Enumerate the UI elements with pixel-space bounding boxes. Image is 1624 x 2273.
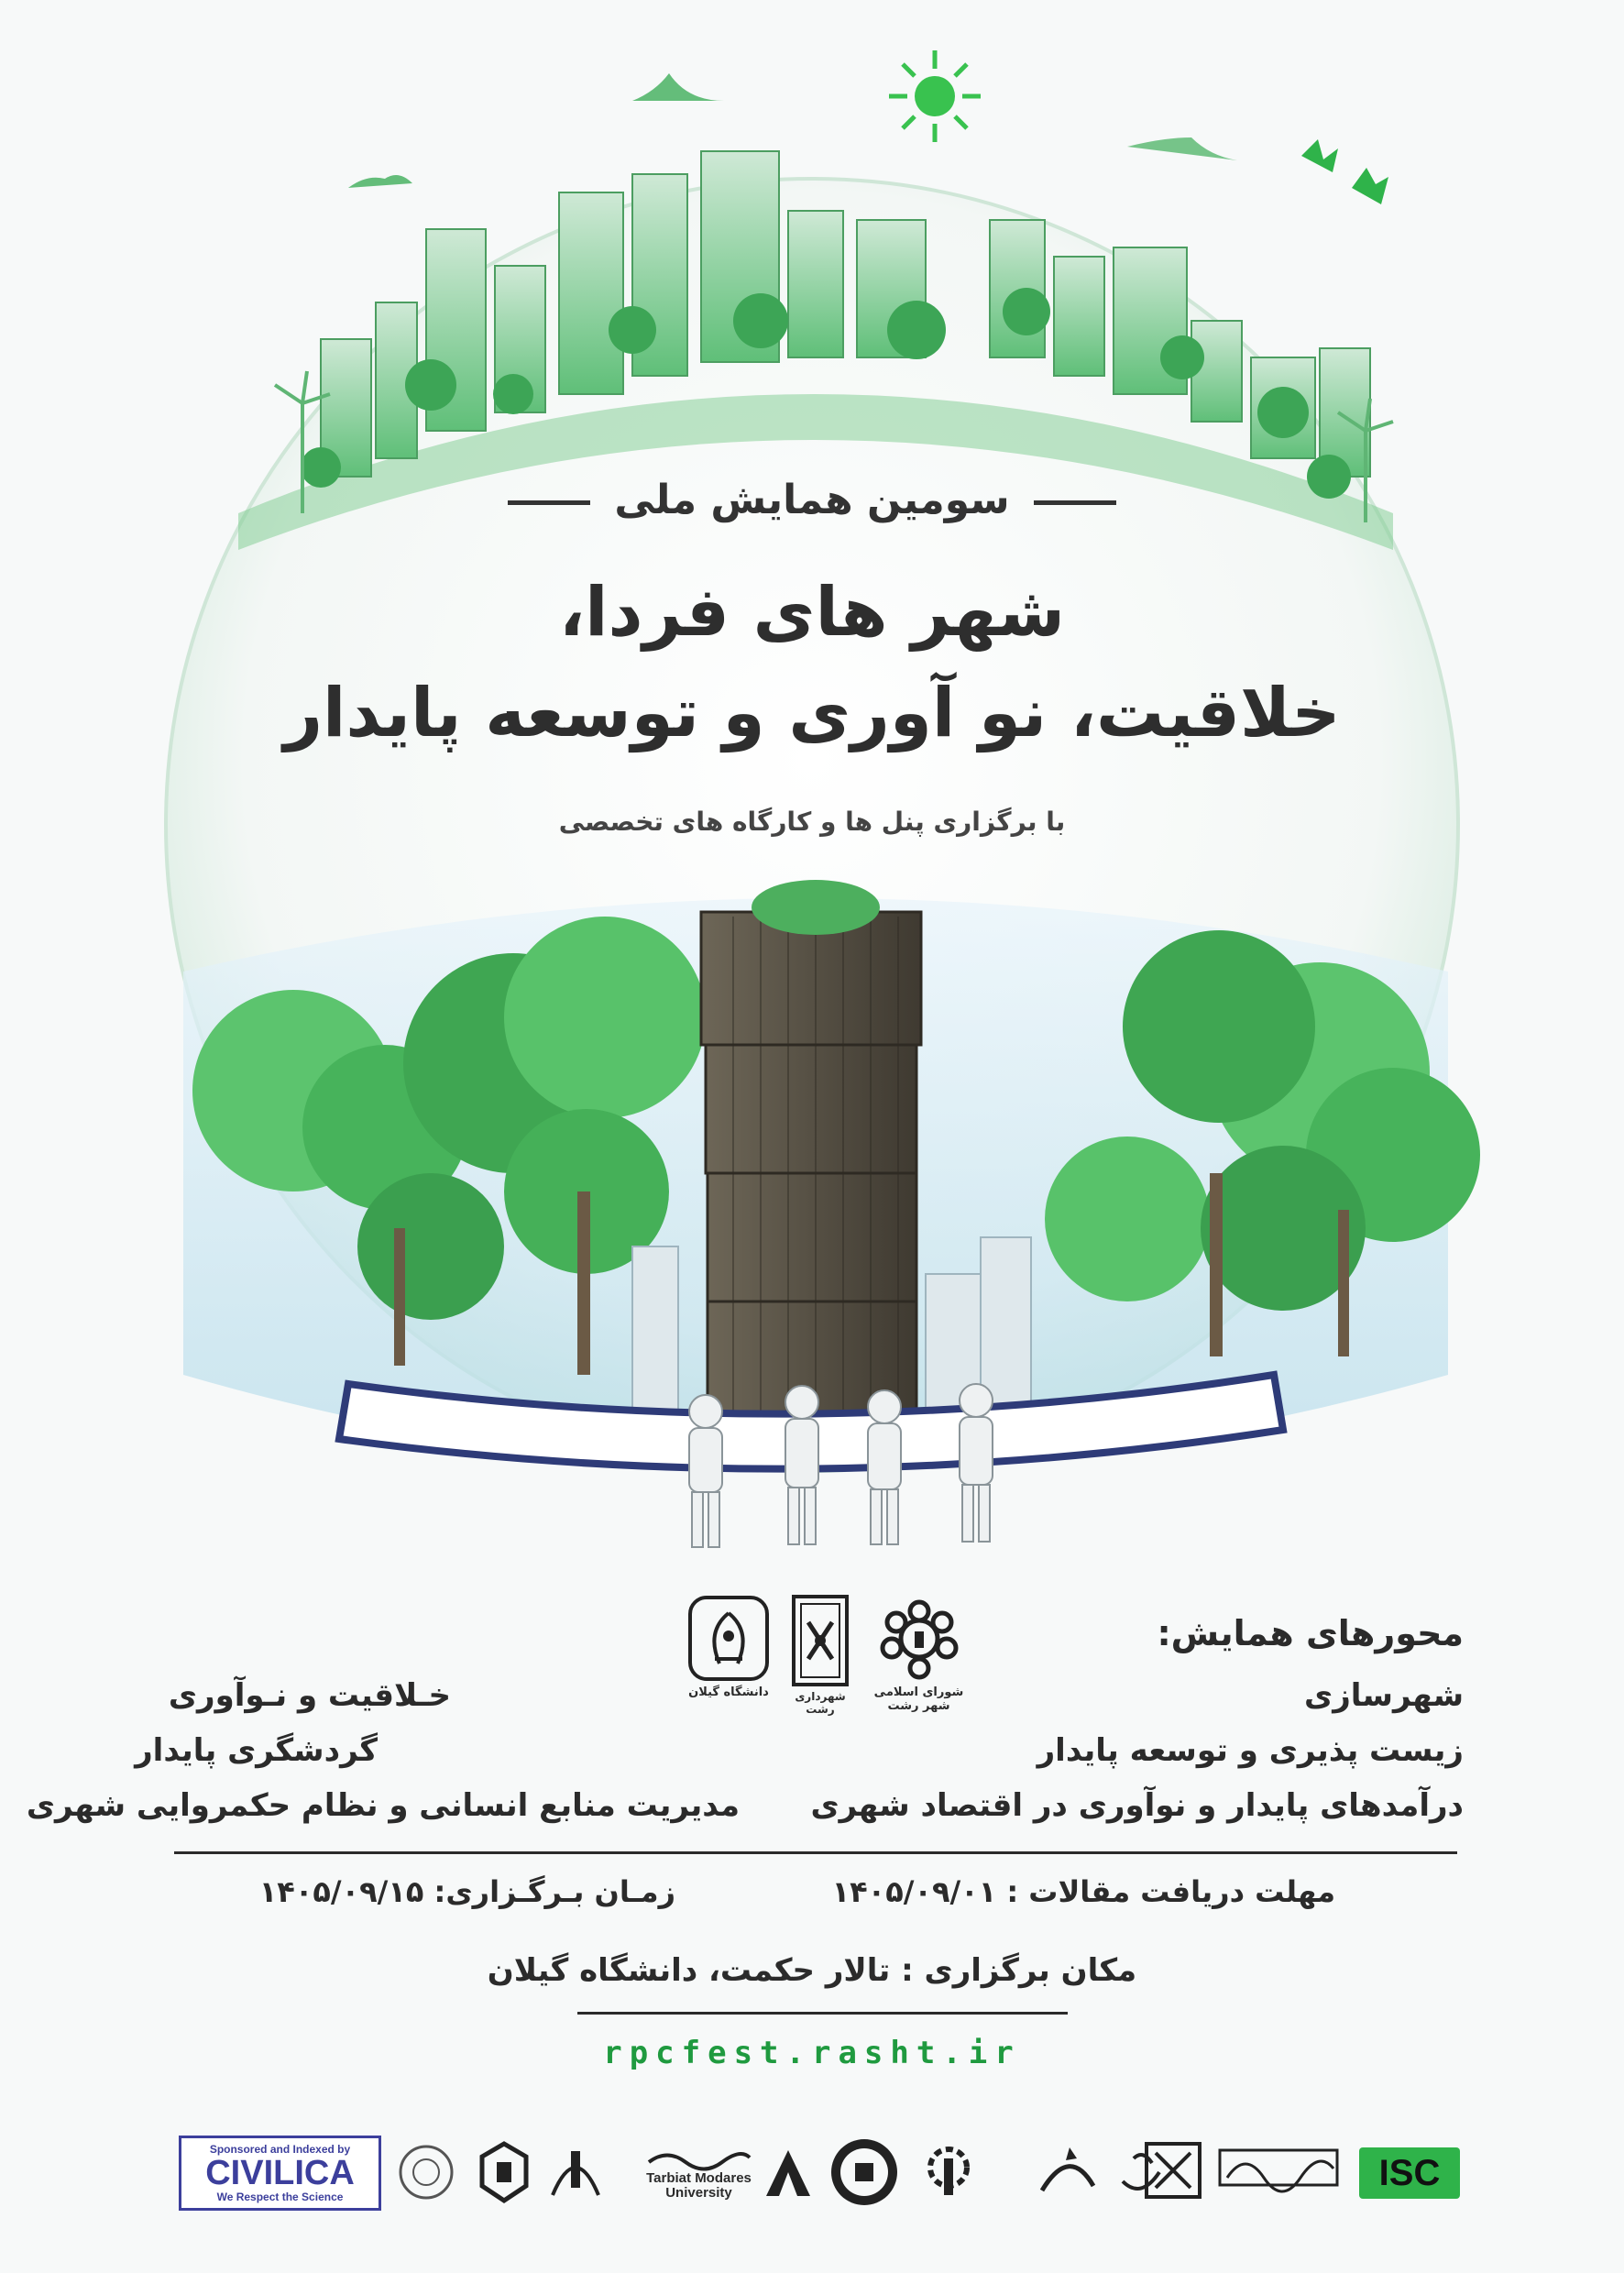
axis-item: گردشگری پایدار [135, 1732, 378, 1769]
university-of-guilan-text: دانشگاه گیلان [688, 1686, 769, 1699]
tarbiat-modares-logo [632, 2136, 765, 2209]
deadline-value: ۱۴۰۵/۰۹/۰۱ [831, 1874, 997, 1909]
sponsor-mountain-logo-icon [761, 2136, 816, 2209]
event-date-value: ۱۴۰۵/۰۹/۱۵ [258, 1874, 424, 1909]
kicker-rule [1034, 500, 1116, 505]
city-council-text: شورای اسلامی شهر رشت [873, 1686, 964, 1713]
butterfly-icon [1301, 139, 1338, 172]
organizer-logos [683, 1595, 976, 1714]
venue: مکان برگزاری : تالار حکمت، دانشگاه گیلان [487, 1952, 1137, 1989]
axis-item: مدیریت منابع انسانی و نظام حکمروایی شهری [26, 1787, 740, 1824]
subtitle: با برگزاری پنل ها و کارگاه های تخصصی [558, 807, 1066, 837]
city-council-emblem-icon [869, 1595, 970, 1682]
university-of-guilan-logo [683, 1595, 774, 1714]
sponsor-seal-icon [394, 2136, 458, 2209]
divider [174, 1851, 1457, 1854]
civilica-logo [179, 2136, 381, 2211]
axis-item: خـلاقیت و نـوآوری [168, 1677, 451, 1714]
rasht-municipality-emblem-icon [792, 1595, 849, 1686]
sponsor-square-seal-icon [1141, 2136, 1205, 2209]
axes-heading: محورهای همایش: [1157, 1613, 1464, 1653]
sun-icon [889, 50, 981, 142]
axis-item: زیست پذیری و توسعه پایدار [1037, 1732, 1464, 1769]
university-of-guilan-emblem-icon [687, 1595, 770, 1682]
event-date-label: زمـان بـرگـزاری: [433, 1874, 675, 1909]
civilica-name: CIVILICA [205, 2154, 355, 2192]
allameh-university-logo-icon [472, 2136, 536, 2209]
title-line-2: خلاقیت، نو آوری و توسعه پایدار [283, 674, 1341, 752]
event-date [259, 1874, 675, 1909]
kicker-rule [508, 500, 590, 505]
civilica-sponsored-text: Sponsored and Indexed by [209, 2143, 351, 2156]
axis-item: شهرسازی [1304, 1677, 1464, 1714]
title-line-1: شهر های فردا، [558, 573, 1066, 652]
container-tower [701, 880, 921, 1430]
axis-item: درآمدهای پایدار و نوآوری در اقتصاد شهری [810, 1787, 1464, 1824]
deadline-label: مهلت دریافت مقالات : [1006, 1874, 1335, 1909]
sponsor-university-logo-icon [541, 2136, 609, 2209]
rasht-municipality-logo [784, 1595, 857, 1714]
science-tech-university-logo-icon [916, 2136, 981, 2209]
sponsor-round-seal-icon [825, 2136, 903, 2209]
kicker-text: سومین همایش ملی [614, 477, 1010, 523]
rasht-city-council-logo [861, 1595, 976, 1714]
rasht-municipality-text: شهرداری رشت [795, 1690, 846, 1716]
butterfly-icon [1352, 168, 1388, 204]
conference-kicker [0, 477, 1624, 523]
tarbiat-modares-text: Tarbiat Modares University [646, 2170, 752, 2201]
isc-logo: ISC [1359, 2147, 1460, 2199]
submission-deadline [832, 1874, 1335, 1909]
website-link[interactable]: rpcfest.rasht.ir [603, 2035, 1021, 2071]
venue-underline [577, 2012, 1068, 2015]
civilica-tagline: We Respect the Science [216, 2191, 344, 2203]
art-university-logo-icon [1031, 2136, 1104, 2209]
tarbiat-modares-script-icon [644, 2144, 754, 2171]
iran-architecture-association-logo-icon [1214, 2136, 1343, 2209]
